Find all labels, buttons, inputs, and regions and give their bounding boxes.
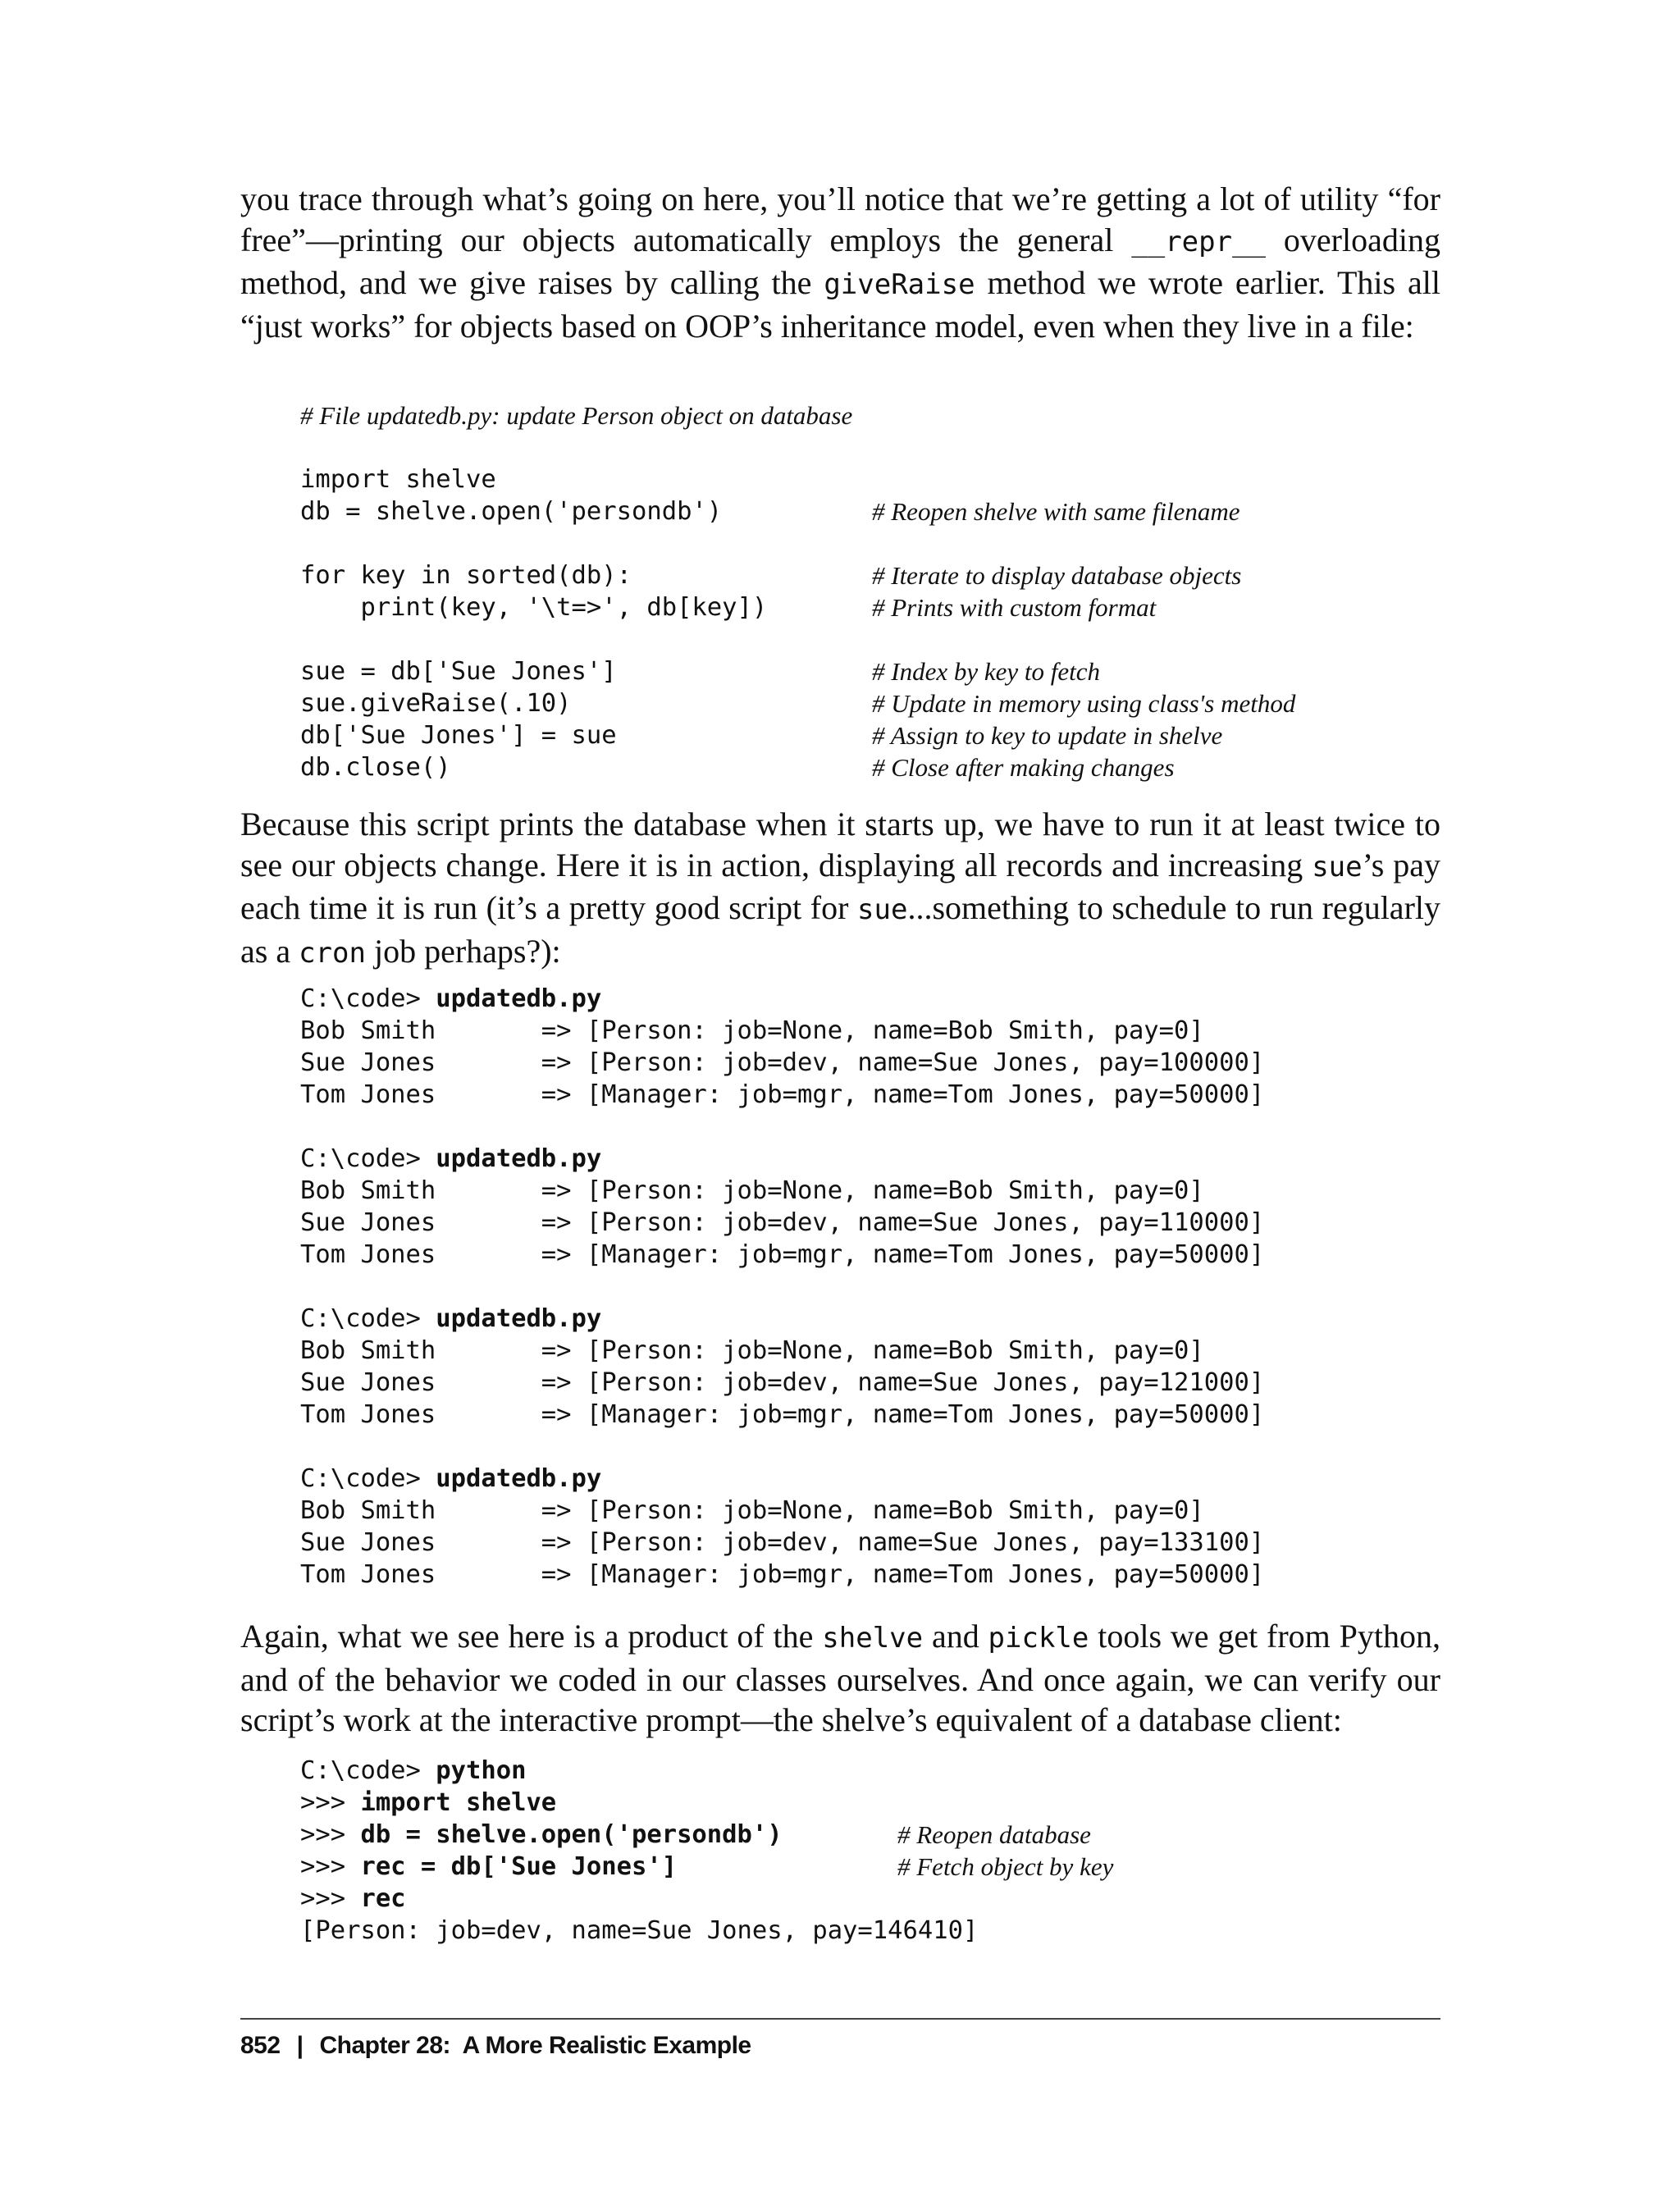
code-repr: __repr__ [1131, 225, 1267, 258]
run-output-line: Sue Jones => [Person: job=dev, name=Sue Jones, pay=121000] [300, 1368, 1265, 1397]
page-footer [240, 2029, 751, 2062]
run-prompt-line: C:\code> updatedb.py [300, 1304, 602, 1333]
code-comment: # Assign to key to update in shelve [872, 721, 1223, 750]
run-prompt-line: C:\code> updatedb.py [300, 1464, 602, 1493]
repl-line: >>> import shelve [300, 1788, 557, 1817]
footer-rule [240, 2018, 1440, 2020]
code-pickle: pickle [988, 1622, 1089, 1655]
code-comment: # Reopen shelve with same filename [872, 497, 1240, 526]
paragraph-1 [240, 179, 1440, 346]
code-line: for key in sorted(db): # Iterate to display database objects [300, 561, 1242, 590]
code-sue: sue [857, 893, 908, 926]
run-output-line: Bob Smith => [Person: job=None, name=Bob Smith, pay=0] [300, 1016, 1204, 1045]
code-comment: # Prints with custom format [872, 593, 1157, 622]
repl-line: >>> db = shelve.open('persondb') # Reopen database [300, 1820, 1091, 1849]
run-output-line: Tom Jones => [Manager: job=mgr, name=Tom Jones, pay=50000] [300, 1400, 1265, 1429]
run-output-line: Tom Jones => [Manager: job=mgr, name=Tom Jones, pay=50000] [300, 1080, 1265, 1109]
code-shelve: shelve [822, 1622, 924, 1655]
code-line: db.close() # Close after making changes [300, 753, 1175, 782]
run-output-line: Bob Smith => [Person: job=None, name=Bob Smith, pay=0] [300, 1496, 1204, 1525]
para1-text-1: you trace through what’s going on here, you’ll notice that we’re getting a lot of utility “for free”—printing our objects automatically employs the general [240, 180, 1440, 258]
para1-text-2: overloading method, and we give raises by calling the [240, 221, 1440, 301]
footer-separator: | [296, 2032, 304, 2059]
run-prompt-line: C:\code> updatedb.py [300, 1144, 602, 1173]
run-output-line: Sue Jones => [Person: job=dev, name=Sue Jones, pay=110000] [300, 1208, 1265, 1237]
code-block-runs [300, 983, 1264, 1591]
code-comment: # Update in memory using class's method [872, 689, 1296, 718]
chapter-title: Chapter 28: A More Realistic Example [319, 2032, 751, 2059]
code-comment: # Close after making changes [872, 753, 1175, 782]
para1-text-3: method we wrote earlier. This all “just works” for objects based on OOP’s inheritance model, even when they live in a file: [240, 264, 1440, 345]
code-header-comment: # File updatedb.py: update Person object on database [300, 401, 853, 430]
repl-line: >>> rec [300, 1884, 406, 1913]
code-line: import shelve [300, 465, 496, 494]
paragraph-3: Again, what we see here is a product of the shelve and pickle tools we get from Python, and of the behavior we coded in our classes ourselves. And once again, we can verify our script’s work at the interactive prompt—the shelve’s equivalent of a database client: [240, 1618, 1440, 1738]
code-comment: # Fetch object by key [897, 1852, 1114, 1881]
code-comment: # Iterate to display database objects [872, 561, 1242, 590]
code-line: print(key, '\t=>', db[key]) # Prints with custom format [300, 593, 1157, 622]
run-output-line: Tom Jones => [Manager: job=mgr, name=Tom Jones, pay=50000] [300, 1560, 1265, 1589]
code-line: sue = db['Sue Jones'] # Index by key to fetch [300, 657, 1100, 686]
run-output-line: Bob Smith => [Person: job=None, name=Bob Smith, pay=0] [300, 1336, 1204, 1365]
code-block-updatedb [300, 399, 1296, 783]
run-output-line: Tom Jones => [Manager: job=mgr, name=Tom Jones, pay=50000] [300, 1240, 1265, 1269]
run-output-line: Sue Jones => [Person: job=dev, name=Sue Jones, pay=133100] [300, 1528, 1265, 1557]
repl-line: >>> rec = db['Sue Jones'] # Fetch object by key [300, 1852, 1114, 1881]
code-cron: cron [299, 936, 366, 970]
code-line: sue.giveRaise(.10) # Update in memory using class's method [300, 689, 1296, 718]
repl-line: C:\code> python [300, 1756, 527, 1785]
repl-output-line: [Person: job=dev, name=Sue Jones, pay=146410] [300, 1916, 979, 1945]
code-comment: # Reopen database [897, 1820, 1091, 1849]
page-number: 852 [240, 2032, 281, 2059]
code-line: db = shelve.open('persondb') # Reopen shelve with same filename [300, 497, 1240, 526]
run-prompt-line: C:\code> updatedb.py [300, 984, 602, 1013]
code-line: db['Sue Jones'] = sue # Assign to key to update in shelve [300, 721, 1223, 750]
code-block-interactive [300, 1755, 1114, 1947]
paragraph-2: Because this script prints the database when it starts up, we have to run it at least twice to see our objects change. Here it is in action, displaying all records and increasing sue’s pay each time it is run (it’s a pretty good script for sue...something to schedule to run regularly as a cron job perhaps?): [240, 806, 1440, 970]
code-sue: sue [1312, 850, 1363, 883]
run-output-line: Sue Jones => [Person: job=dev, name=Sue Jones, pay=100000] [300, 1048, 1265, 1077]
code-giveraise: giveRaise [824, 268, 975, 301]
run-output-line: Bob Smith => [Person: job=None, name=Bob Smith, pay=0] [300, 1176, 1204, 1205]
code-comment: # Index by key to fetch [872, 657, 1100, 686]
